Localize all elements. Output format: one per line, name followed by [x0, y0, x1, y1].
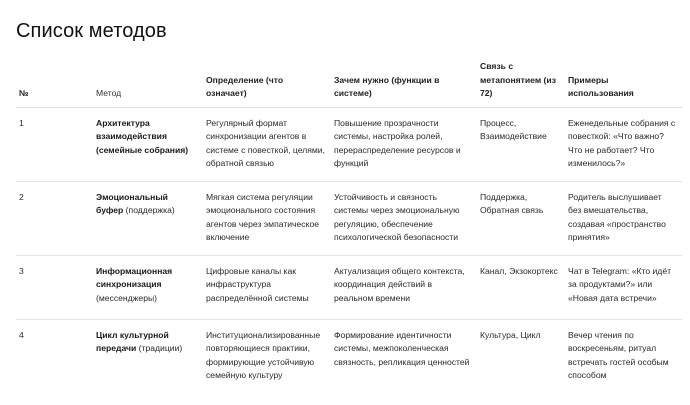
- cell-link: Культура, Цикл: [480, 329, 541, 340]
- table-header: [16, 60, 682, 107]
- header-num: №: [16, 60, 93, 107]
- cell-definition: Цифровые каналы как инфраструктура распределённой системы: [203, 255, 331, 319]
- cell-definition: Институционализированные повторяющиеся практики, формирующие устойчивую семейную культуру: [206, 329, 321, 380]
- cell-definition: Регулярный формат синхронизации агентов в системе с повесткой, целями, обратной связью: [203, 107, 331, 181]
- cell-purpose: Повышение прозрачности системы, настройка ролей, перераспределение ресурсов и функций: [331, 107, 477, 181]
- cell-num: 2: [16, 181, 93, 255]
- header-row: [16, 60, 682, 107]
- cell-link: Канал, Экзокортекс: [477, 255, 565, 319]
- cell-examples: Вечер чтения по воскресеньям, ритуал встречать гостей особым способом: [568, 329, 669, 380]
- header-examples: Примеры использования: [565, 60, 682, 107]
- method-name: Цикл культурной передачи: [96, 329, 169, 353]
- cell-method: [93, 181, 203, 255]
- cell-num: 1: [16, 107, 93, 181]
- method-name: Информационная синхронизация: [96, 265, 173, 289]
- cell-link: Поддержка, Обратная связь: [477, 181, 565, 255]
- cell-purpose: Формирование идентичности системы, межпоколенческая связность, репликация ценностей: [334, 329, 470, 367]
- methods-table: [16, 60, 682, 391]
- cell-num: 3: [16, 255, 93, 319]
- cell-method: [93, 319, 203, 391]
- header-definition: Определение (что означает): [203, 60, 331, 107]
- method-name: Архитектура взаимодействия (семейные собрания): [96, 117, 189, 155]
- cell-examples: Родитель выслушивает без вмешательства, создавая «пространство принятия»: [565, 181, 682, 255]
- method-name: Эмоциональный буфер: [96, 191, 168, 215]
- cell-purpose: Устойчивость и связность системы через эмоциональную регуляцию, обеспечение психологической безопасности: [331, 181, 477, 255]
- page-title: Список методов: [16, 20, 167, 42]
- cell-examples: Еженедельные собрания с повесткой: «Что важно? Что не работает? Что изменилось?»: [565, 107, 682, 181]
- header-method: Метод: [93, 60, 203, 107]
- cell-link: Процесс, Взаимодействие: [477, 107, 565, 181]
- table-row: [16, 319, 682, 391]
- table-row: [16, 107, 682, 181]
- cell-purpose: Актуализация общего контекста, координация действий в реальном времени: [331, 255, 477, 319]
- cell-num: 4: [19, 329, 24, 340]
- table-body: [16, 107, 682, 391]
- cell-method: [93, 255, 203, 319]
- method-note: (мессенджеры): [96, 292, 158, 303]
- header-purpose: Зачем нужно (функции в системе): [331, 60, 477, 107]
- table-row: [16, 255, 682, 319]
- method-note: (традиции): [136, 343, 183, 353]
- cell-examples: Чат в Telegram: «Кто идёт за продуктами?» или «Новая дата встречи»: [565, 255, 682, 319]
- cell-definition: Мягкая система регуляции эмоционального состояния агентов через эмпатическое включение: [203, 181, 331, 255]
- method-note: (поддержка): [123, 205, 175, 215]
- table-row: [16, 181, 682, 255]
- cell-method: [93, 107, 203, 181]
- header-link: Связь с метапонятием (из 72): [477, 60, 565, 107]
